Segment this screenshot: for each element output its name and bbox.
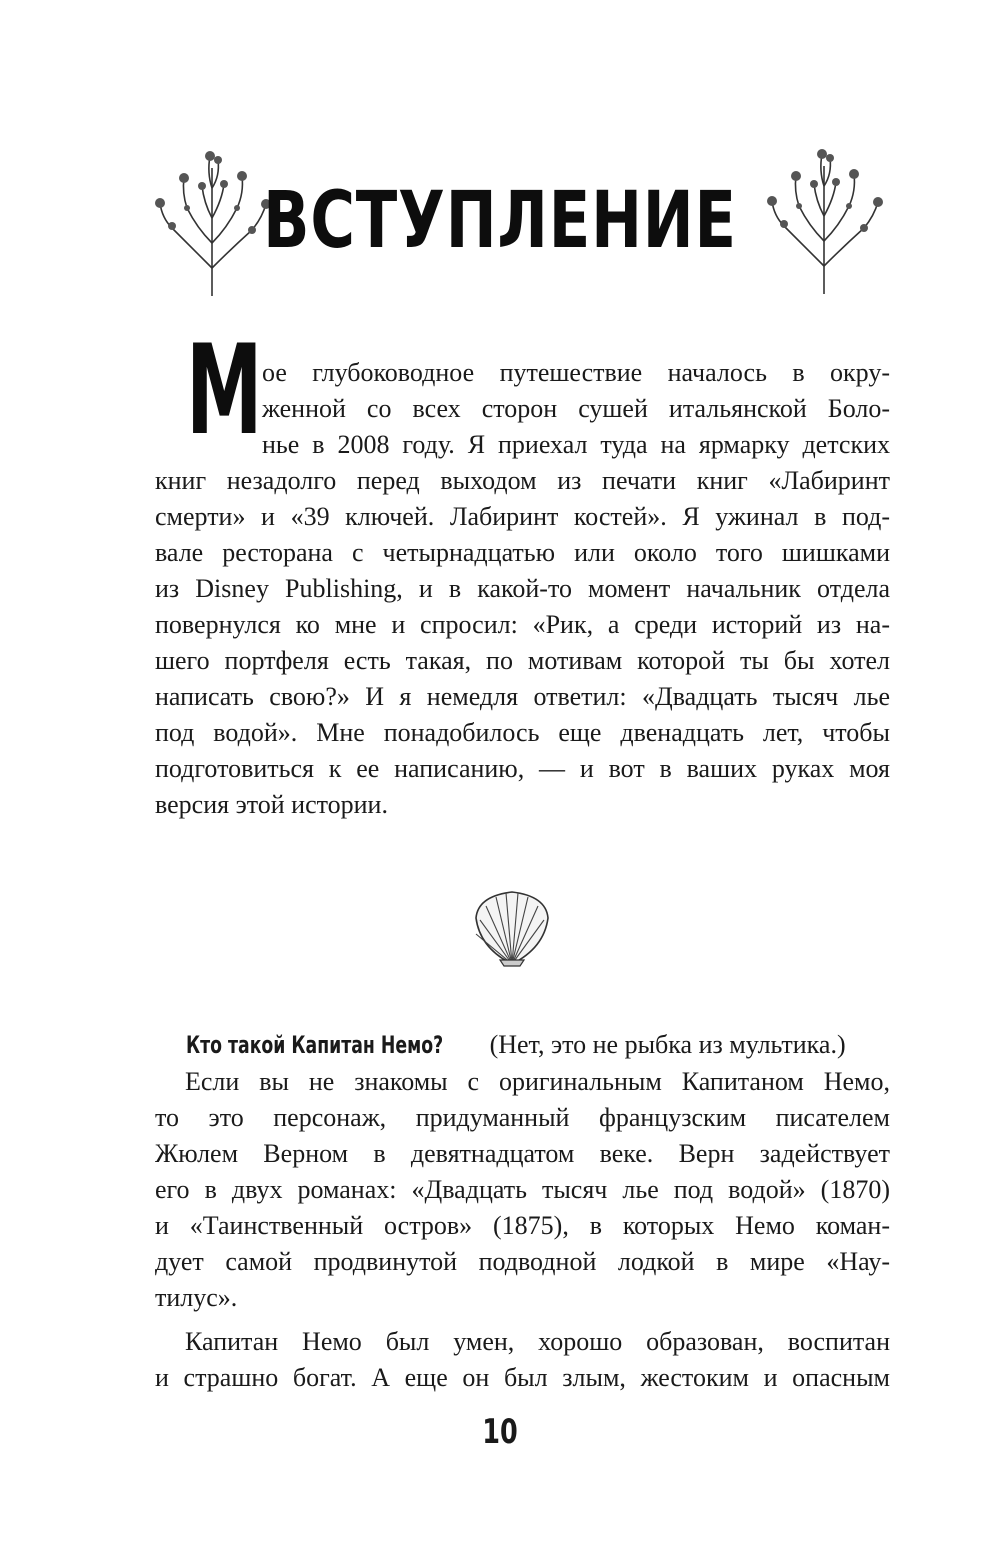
scallop-shell-icon	[470, 888, 554, 968]
intro-line: смерти» и «39 ключей. Лабиринт костей». Я ужинал в под-	[155, 502, 890, 531]
intro-line: вале ресторана с четырнадцатью или около того шишками	[155, 538, 890, 567]
intro-line: шего портфеля есть такая, по мотивам которой ты бы хотел	[155, 646, 890, 675]
body-line: Если вы не знакомы с оригинальным Капитаном Немо,	[185, 1067, 890, 1096]
body-line: и «Таинственный остров» (1875), в которых Немо коман-	[155, 1211, 890, 1240]
body-line: и страшно богат. А еще он был злым, жестоким и опасным	[155, 1363, 890, 1392]
intro-line: из Disney Publishing, и в какой-то момент начальник отдела	[155, 574, 890, 603]
intro-line: написать свою?» И я немедля ответил: «Двадцать тысяч лье	[155, 682, 890, 711]
page-number: 10	[482, 1412, 518, 1452]
intro-line: женной со всех сторон сушей итальянской Боло-	[262, 394, 890, 423]
intro-line: под водой». Мне понадобилось еще двенадцать лет, чтобы	[155, 718, 890, 747]
subheading-aside: (Нет, это не рыбка из мультика.)	[489, 1030, 846, 1059]
intro-line: нье в 2008 году. Я приехал туда на ярмарку детских	[262, 430, 890, 459]
body-line: тилус».	[155, 1283, 238, 1312]
section-subheading	[186, 1025, 846, 1065]
body-line: его в двух романах: «Двадцать тысяч лье под водой» (1870)	[155, 1175, 890, 1204]
chapter-title: ВСТУПЛЕНИЕ	[263, 176, 737, 266]
intro-line: повернулся ко мне и спросил: «Рик, а среди историй из на-	[155, 610, 890, 639]
drop-cap: М	[186, 319, 263, 463]
intro-line: версия этой истории.	[155, 790, 388, 819]
intro-line: ое глубоководное путешествие началось в окру-	[262, 358, 890, 387]
intro-line: подготовиться к ее написанию, — и вот в ваших руках моя	[155, 754, 890, 783]
body-line: то это персонаж, придуманный французским писателем	[155, 1103, 890, 1132]
body-line: Жюлем Верном в девятнадцатом веке. Верн задействует	[155, 1139, 890, 1168]
body-line: дует самой продвинутой подводной лодкой в мире «Нау-	[155, 1247, 890, 1276]
body-line: Капитан Немо был умен, хорошо образован, воспитан	[185, 1327, 890, 1356]
intro-line: книг незадолго перед выходом из печати книг «Лабиринт	[155, 466, 890, 495]
subheading-title: Кто такой Капитан Немо?	[186, 1031, 444, 1059]
